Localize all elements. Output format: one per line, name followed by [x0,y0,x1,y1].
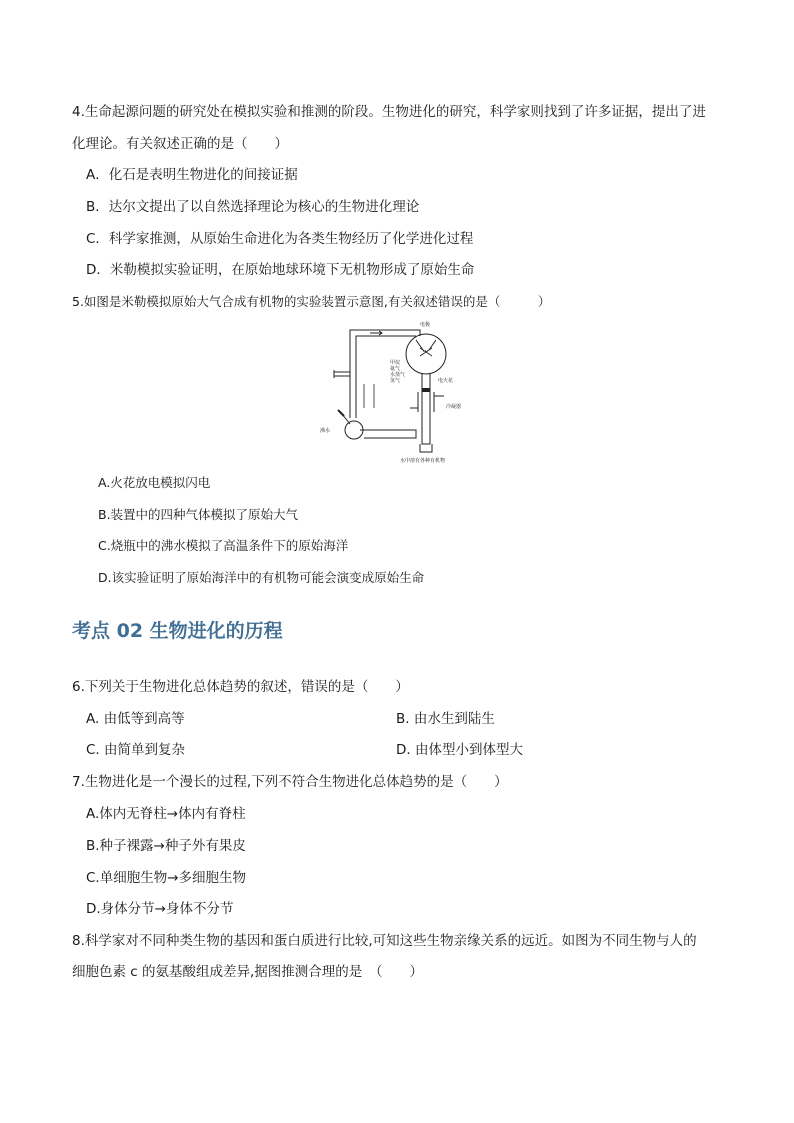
q4-stem-line2: 化理论。有关叙述正确的是（ ） [72,136,288,152]
q7-option-a: A.体内无脊柱→体内有脊柱 [86,806,246,822]
q5-option-d: D.该实验证明了原始海洋中的有机物可能会演变成原始生命 [98,570,425,585]
q5-option-c: C.烧瓶中的沸水模拟了高温条件下的原始海洋 [98,538,349,553]
q5-option-b: B.装置中的四种气体模拟了原始大气 [98,507,299,522]
electrode-label: 电极 [420,322,431,328]
q4-option-b: B．达尔文提出了以自然选择理论为核心的生物进化理论 [86,199,420,215]
q5-stem: 5.如图是米勒模拟原始大气合成有机物的实验装置示意图,有关叙述错误的是（ ） [72,294,551,309]
gas-label-4: 氢气 [390,378,401,384]
q7-option-d: D.身体分节→身体不分节 [86,901,234,917]
bottom-label: 水中溶有各种有机物 [400,458,446,464]
q4-option-d: D．米勒模拟实验证明，在原始地球环境下无机物形成了原始生命 [86,262,475,278]
q5-option-a: A.火花放电模拟闪电 [98,475,211,490]
q6-option-d: D. 由体型小到体型大 [396,742,523,758]
q8-stem-line1: 8.科学家对不同种类生物的基因和蛋白质进行比较,可知这些生物亲缘关系的远近。如图为不同生物与人的 [72,933,697,949]
q8-stem-line2: 细胞色素 c 的氨基酸组成差异,据图推测合理的是 （ ） [72,964,424,980]
q6-option-b: B. 由水生到陆生 [396,711,495,727]
q6-option-c: C. 由简单到复杂 [86,742,186,758]
q7-stem: 7.生物进化是一个漫长的过程,下列不符合生物进化总体趋势的是（ ） [72,774,508,790]
gas-label-1: 甲烷 [390,360,401,366]
q7-option-b: B.种子裸露→种子外有果皮 [86,838,246,854]
q6-stem: 6.下列关于生物进化总体趋势的叙述，错误的是（ ） [72,679,409,695]
gas-label-3: 水蒸气 [390,372,406,378]
spark-label: 电火花 [438,378,454,384]
q4-stem-line1: 4.生命起源问题的研究处在模拟实验和推测的阶段。生物进化的研究，科学家则找到了许多证据，提出了进 [72,104,706,120]
boiling-water-label: 沸水 [320,428,331,434]
miller-apparatus-figure [320,318,480,468]
q6-option-a: A. 由低等到高等 [86,711,185,727]
section-heading: 考点 02 生物进化的历程 [72,620,283,642]
q4-option-c: C．科学家推测，从原始生命进化为各类生物经历了化学进化过程 [86,231,474,247]
gas-label-2: 氨气 [390,366,401,372]
q7-option-c: C.单细胞生物→多细胞生物 [86,870,247,886]
q4-option-a: A．化石是表明生物进化的间接证据 [86,167,298,183]
condenser-label: 冷凝器 [446,404,462,410]
